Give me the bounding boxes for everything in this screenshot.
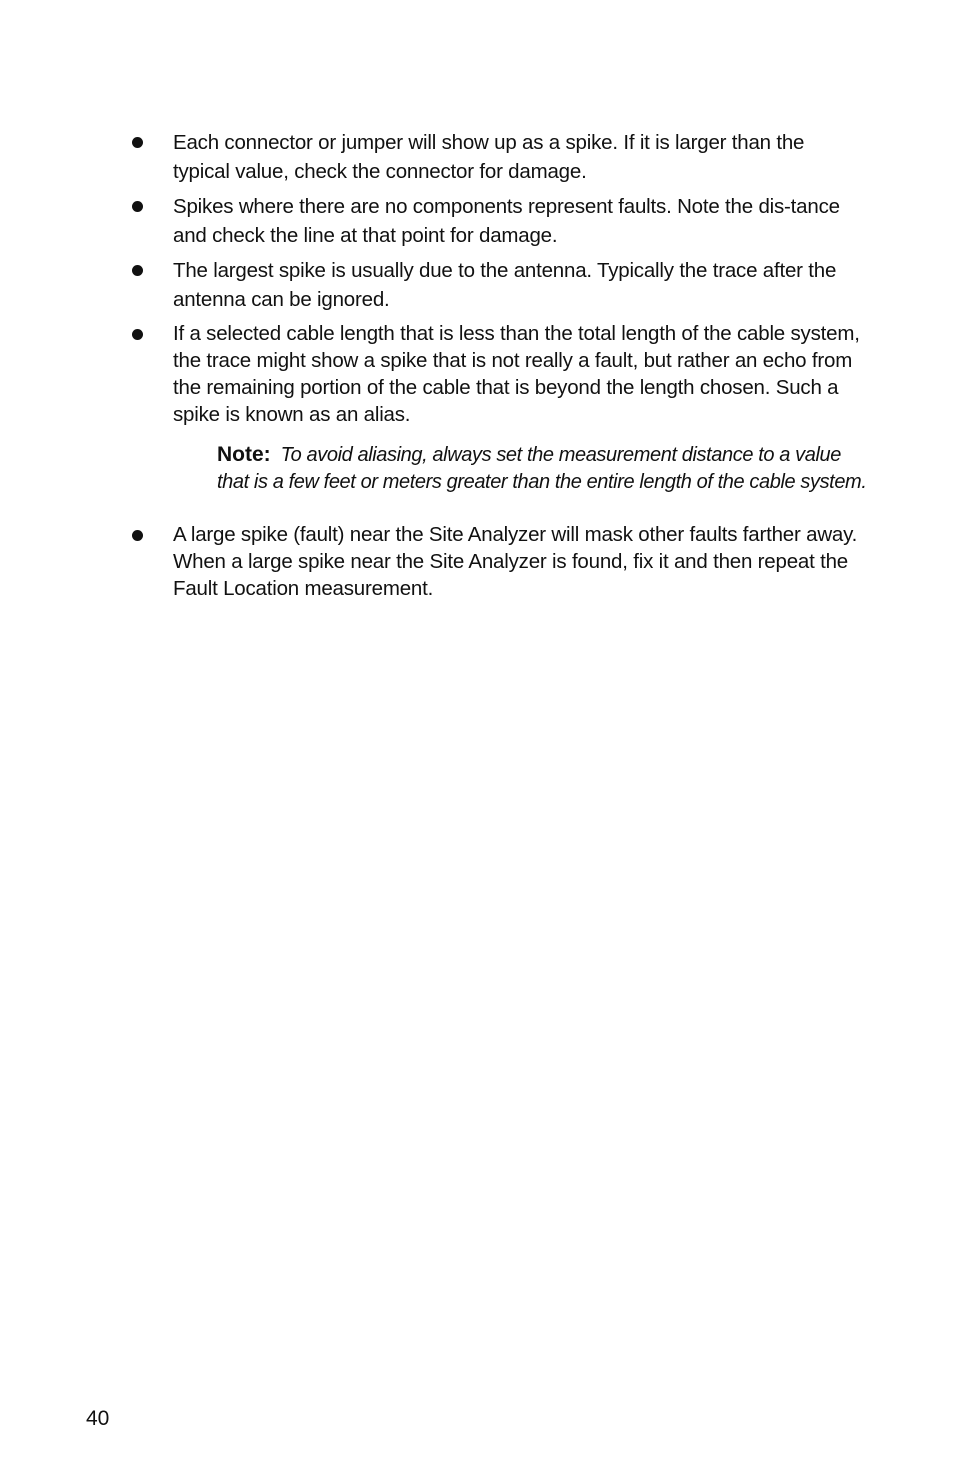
bullet-text: The largest spike is usually due to the antenna. Typically the trace after the antenna can be ignored.: [173, 259, 837, 311]
bullet-dot-icon: [132, 530, 143, 541]
bullet-dot-icon: [132, 137, 143, 148]
note-block: [217, 442, 867, 495]
bullet-dot-icon: [132, 265, 143, 276]
bullet-item: [0, 521, 863, 602]
bullet-dot-icon: [132, 329, 143, 340]
bullet-dot-icon: [132, 201, 143, 212]
page-content: [0, 128, 954, 608]
page-number: 40: [86, 1407, 110, 1430]
note-text: To avoid aliasing, always set the measurement distance to a value that is a few feet or meters greater than the entire length of the cable system.: [217, 444, 867, 493]
bullet-text: Spikes where there are no components represent faults. Note the dis-tance and check the line at that point for damage.: [173, 195, 840, 247]
bullet-text: Each connector or jumper will show up as a spike. If it is larger than the typical value, check the connector for damage.: [173, 131, 805, 183]
bullet-item: [0, 192, 863, 250]
note-label: Note:: [217, 443, 271, 466]
bullet-item: [0, 256, 863, 314]
bullet-text: A large spike (fault) near the Site Analyzer will mask other faults farther away. When a large spike near the Site Analyzer is found, fix it and then repeat the Fault Location measurement.: [173, 523, 858, 600]
bullet-text: If a selected cable length that is less than the total length of the cable system, the trace might show a spike that is not really a fault, but rather an echo from the remaining portion of the cable that is beyond the length chosen. Such a spike is known as an alias.: [173, 322, 860, 426]
bullet-item: [0, 320, 863, 428]
bullet-item: [0, 128, 863, 186]
